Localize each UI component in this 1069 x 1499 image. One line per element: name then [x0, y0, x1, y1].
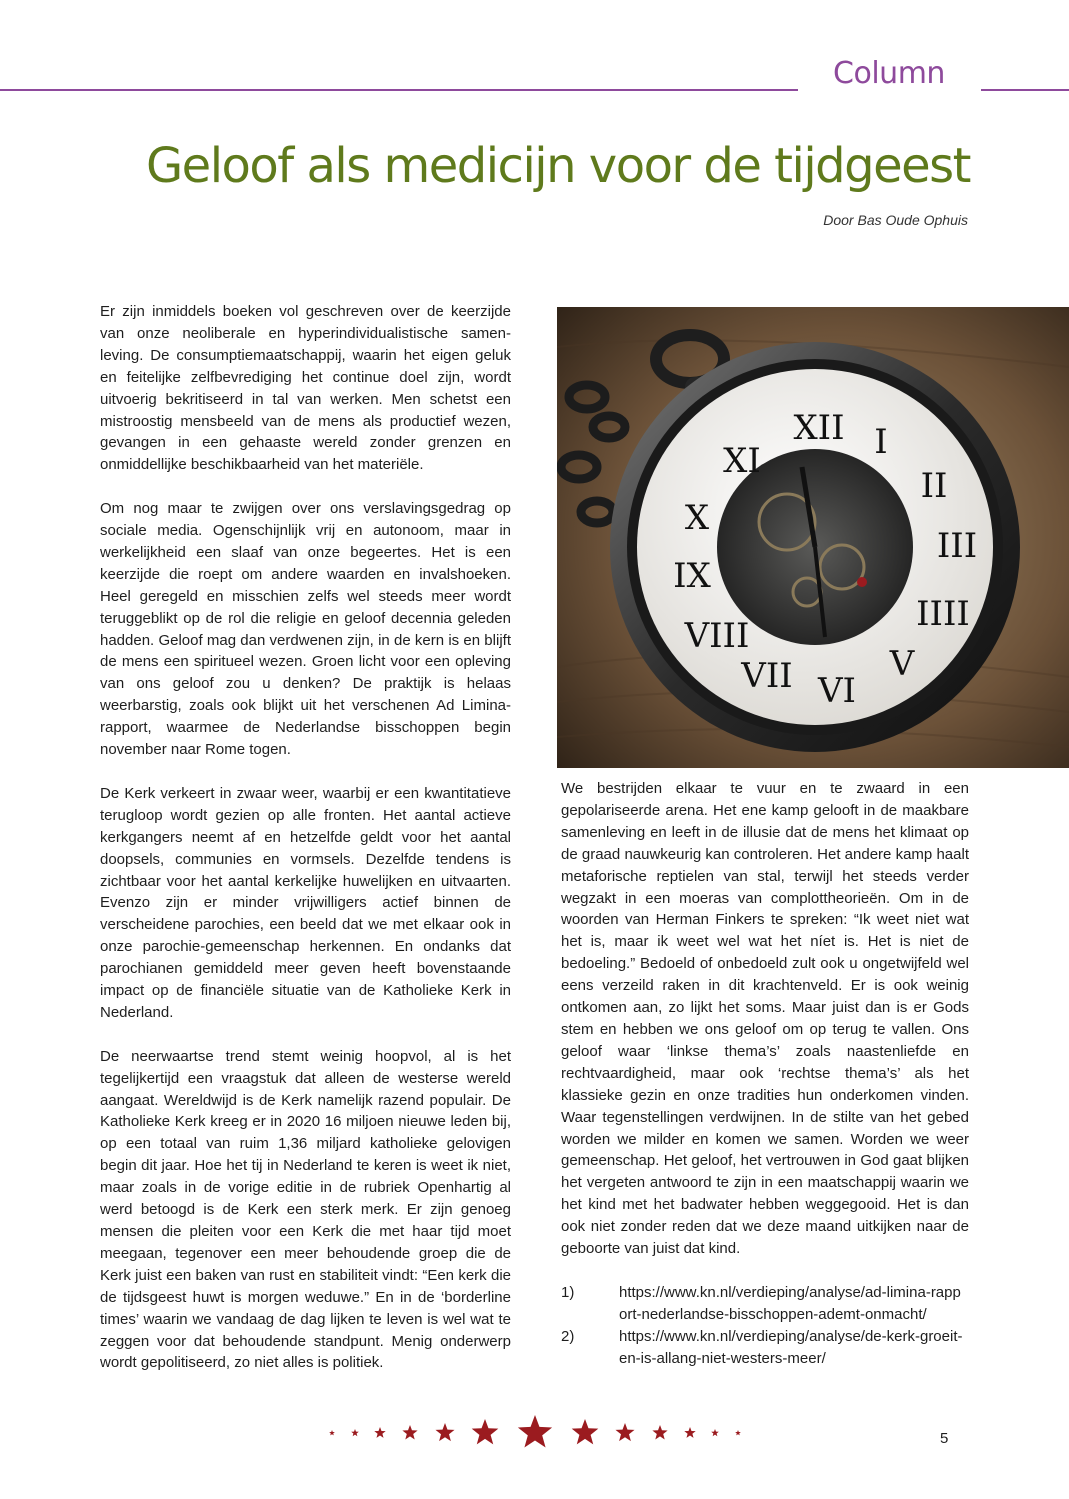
- svg-text:VIII: VIII: [684, 616, 750, 656]
- star-icon: [472, 1419, 499, 1444]
- reference-item: [561, 1326, 969, 1370]
- star-icon: [351, 1429, 359, 1436]
- reference-number: 1): [561, 1283, 575, 1301]
- section-label: Column: [833, 56, 945, 91]
- paragraph: Er zijn inmiddels boeken vol geschreven over de keerzijde van onze neoliberale en hyperindividualistische samen-leving. De consumptiemaatschappij, waarin het eigen geluk en feitelijke zelfbevrediging het continue doel zijn, wordt uitvoerig bekritiseerd in tal van werken. Men schetst een mistroostig mensbeeld van de mens als productief wezen, gevangen in een gehaaste wereld zonder grenzen en onmiddellijke beschikbaarheid van het materiële.: [100, 303, 511, 474]
- paragraph: De Kerk verkeert in zwaar weer, waarbij er een kwantitatieve terugloop wordt gezien op alle fronten. Het aantal actieve kerkgangers neemt af en hetzelfde geldt voor het aantal doopsels, communies en vormsels. Dezelfde tendens is zichtbaar voor het aantal kerkelijke huwelijken en uitvaarten. Evenzo zijn er minder vrijwilligers actief binnen de verscheidene parochies, een beeld dat we met elkaar ook in onze parochie-gemeenschap herkennen. En ondanks dat parochianen gemiddeld meer geven heeft bovenstaande impact op de financiële situatie van de Katholieke Kerk in Nederland.: [100, 784, 511, 1021]
- pocket-watch-photo: [557, 307, 1069, 768]
- svg-text:VI: VI: [818, 671, 856, 711]
- page-number: 5: [940, 1430, 949, 1447]
- svg-text:XII: XII: [793, 408, 845, 448]
- svg-text:IIII: IIII: [916, 594, 970, 634]
- star-icon: [735, 1430, 741, 1435]
- star-icon: [684, 1427, 695, 1438]
- reference-number: 2): [561, 1327, 575, 1345]
- reference-link[interactable]: https://www.kn.nl/verdieping/analyse/de-kerk-groeit-en-is-allang-niet-westers-meer/: [619, 1327, 963, 1367]
- decorative-stars: [320, 1410, 750, 1456]
- svg-text:I: I: [874, 422, 888, 462]
- svg-text:IX: IX: [673, 556, 711, 596]
- svg-text:III: III: [936, 526, 978, 566]
- header-rule-left: [0, 89, 798, 91]
- svg-text:XI: XI: [723, 441, 761, 481]
- byline: Door Bas Oude Ophuis: [823, 212, 968, 228]
- star-icon: [402, 1425, 417, 1439]
- pocket-watch-illustration: [557, 307, 1069, 768]
- star-icon: [374, 1427, 385, 1438]
- article-column-left: [100, 301, 511, 1396]
- star-icon: [711, 1429, 719, 1436]
- star-icon: [652, 1425, 667, 1439]
- star-icon: [572, 1419, 599, 1444]
- header-rule-right: [981, 89, 1069, 91]
- reference-link[interactable]: https://www.kn.nl/verdieping/analyse/ad-limina-rapport-nederlandse-bisschoppen-ademt-onmacht/: [619, 1283, 961, 1323]
- svg-text:II: II: [920, 466, 948, 506]
- svg-text:VII: VII: [741, 656, 793, 696]
- references: [561, 1282, 969, 1370]
- paragraph: Om nog maar te zwijgen over ons verslavingsgedrag op sociale media. Ogenschijnlijk vrij en autonoom, maar in werkelijkheid een slaaf van onze begeertes. Het is een keerzijde die roept om andere waarden en invalshoeken. Heel geregeld en misschien zelfs wel steeds meer wordt teruggeblikt op de rol die religie en geloof decennia geleden hadden. Geloof mag dan verdwenen zijn, in de kern is en blijft de mens een spiritueel wezen. Groen licht voor een opleving van ons geloof zou u denken? De praktijk is helaas weerbarstig, zoals ook blijkt uit het verschenen Ad Limina-rapport, waarmee de Nederlandse bisschoppen begin november naar Rome togen.: [100, 500, 511, 759]
- star-icon: [615, 1423, 634, 1441]
- paragraph: We bestrijden elkaar te vuur en te zwaard in een gepolariseerde arena. Het ene kamp gelooft in de maakbare samenleving en leeft in de illusie dat de mens het klimaat op de graad nauwkeurig kan controleren. Het andere kamp haalt metaforische reptielen van stal, terwijl het steeds verder wegzakt in een moeras van complottheorieën. Om in de woorden van Herman Finkers te spreken: “Ik weet niet wat het is, maar ik weet wel wat het níet is. Het is niet de bedoeling.” Bedoeld of onbedoeld zult ook u ongetwijfeld wel eens verzeild raken in dit krachtenveld. Er is ook weinig ontkomen aan, zo lijkt het soms. Maar juist dan is er Gods stem en hebben we ons geloof om op terug te vallen. Ons geloof waar ‘linkse thema’s’ zoals naastenliefde en rechtvaardigheid, maar ook ‘rechtse thema’s’ als het klassieke gezin en onze tradities hun onderkomen vinden. Waar tegenstellingen verdwijnen. In de stilte van het gebed worden we milder en komen we samen. Worden we weer gemeenschap. Het geloof, het vertrouwen in God gaat blijken het vergeten antwoord te zijn in een maatschappij waarin we het kind met het badwater hebben weggegooid. Het is dan ook niet zonder reden dat we deze maand uitkijken naar de geboorte van juist dat kind.: [561, 780, 969, 1258]
- svg-text:V: V: [889, 644, 915, 684]
- paragraph: De neerwaartse trend stemt weinig hoopvol, al is het tegelijkertijd een vraagstuk dat alleen de westerse wereld aangaat. Wereldwijd is de Kerk namelijk razend populair. De Katholieke Kerk kreeg er in 2020 16 miljoen nieuwe leden bij, op een totaal van ruim 1,36 miljard katholieke gelovigen begin dit jaar. Hoe het tij in Nederland te keren is weet ik niet, maar zoals in de vorige editie in de rubriek Openhartig al werd betoogd is de Kerk een sterk merk. Er zijn genoeg mensen die pleiten voor een Kerk die met haar tijd moet meegaan, tegenover een meer behoudende groep die de Kerk juist een baken van rust en stabiliteit vindt: “Een kerk die de tijdsgeest huwt is morgen weduwe.” En in de ‘borderline times’ waarin we vandaag de dag lijken te leven is wel wat te zeggen voor dat behoudende standpunt. Menig onderwerp wordt gepolitiseerd, zo niet alles is politiek.: [100, 1047, 511, 1372]
- svg-text:X: X: [684, 498, 710, 538]
- star-icon: [518, 1415, 552, 1448]
- reference-item: [561, 1282, 969, 1326]
- article-title: Geloof als medicijn voor de tijdgeest: [145, 138, 970, 194]
- star-icon: [435, 1423, 454, 1441]
- article-column-right: [561, 778, 969, 1369]
- star-icon: [329, 1430, 335, 1435]
